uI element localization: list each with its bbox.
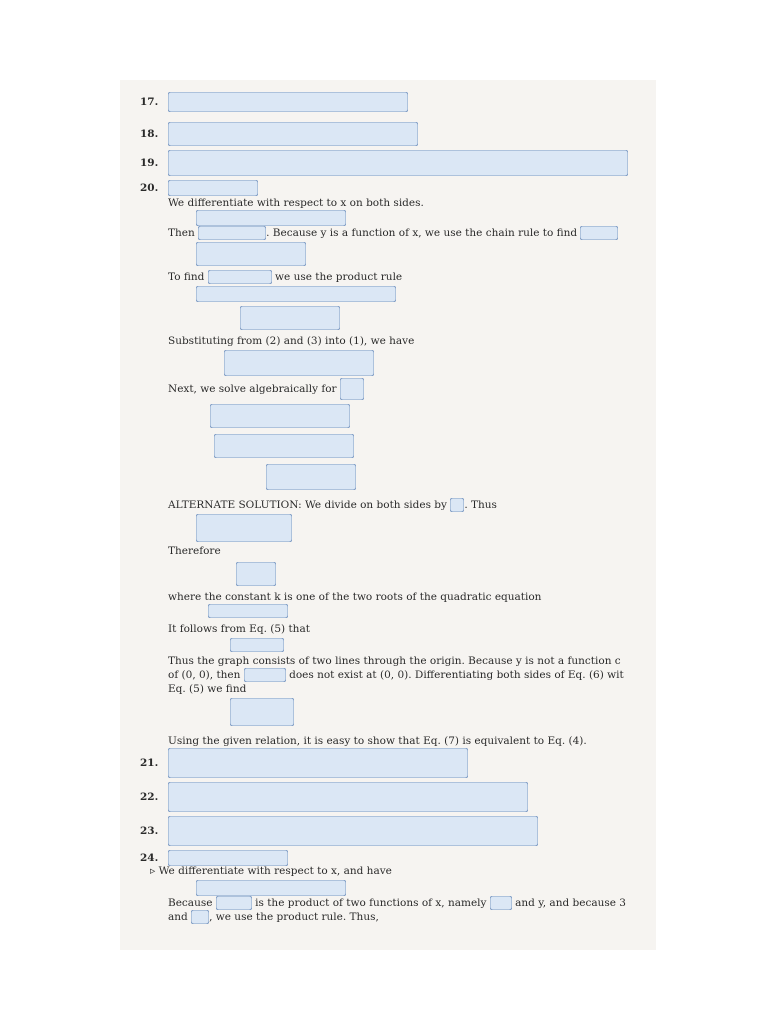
problem-number: 22. xyxy=(140,791,159,803)
equation xyxy=(168,180,258,196)
problem-number: 20. xyxy=(140,182,159,194)
equation xyxy=(168,782,528,812)
equation xyxy=(196,286,396,302)
equation xyxy=(168,122,418,146)
problem-number: 19. xyxy=(140,157,159,169)
equation xyxy=(240,306,340,330)
text-line: where the constant k is one of the two roots of the quadratic equation xyxy=(168,591,542,603)
equation xyxy=(196,242,306,266)
text-line: Substituting from (2) and (3) into (1), we have xyxy=(168,335,415,347)
text-line: and , we use the product rule. Thus, xyxy=(168,911,379,923)
problem-number: 21. xyxy=(140,757,159,769)
problem-number: 17. xyxy=(140,96,159,108)
equation xyxy=(266,464,356,490)
problem-18 xyxy=(140,122,418,146)
problem-20 xyxy=(140,180,258,196)
equation xyxy=(214,434,354,458)
text-line: ALTERNATE SOLUTION: We divide on both sides by . Thus xyxy=(168,499,497,511)
equation xyxy=(196,514,292,542)
equation xyxy=(196,880,346,896)
problem-number: 23. xyxy=(140,825,159,837)
text-line: Eq. (5) we find xyxy=(168,683,247,695)
text-line: ▹ We differentiate with respect to x, and have xyxy=(150,865,392,877)
text-line: It follows from Eq. (5) that xyxy=(168,623,310,635)
equation xyxy=(230,638,284,652)
problem-number: 24. xyxy=(140,852,159,864)
text-line: Therefore xyxy=(168,545,221,557)
problem-21 xyxy=(140,748,468,778)
text-line: of (0, 0), then does not exist at (0, 0). Differentiating both sides of Eq. (6) wit xyxy=(168,669,624,681)
equation xyxy=(168,150,628,176)
problem-number: 18. xyxy=(140,128,159,140)
text-line: Because is the product of two functions of x, namely and y, and because 3 xyxy=(168,897,626,909)
text-line: Using the given relation, it is easy to show that Eq. (7) is equivalent to Eq. (4). xyxy=(168,735,587,747)
text-line: We differentiate with respect to x on both sides. xyxy=(168,197,424,209)
problem-17 xyxy=(140,92,408,112)
equation xyxy=(168,748,468,778)
equation xyxy=(196,210,346,226)
equation xyxy=(168,92,408,112)
problem-23 xyxy=(140,816,538,846)
equation xyxy=(168,816,538,846)
problem-22 xyxy=(140,782,528,812)
text-line: Next, we solve algebraically for xyxy=(168,378,364,400)
arrow-icon: ▹ xyxy=(150,865,156,877)
text-line: To find we use the product rule xyxy=(168,271,403,283)
equation xyxy=(208,604,288,618)
equation xyxy=(224,350,374,376)
equation xyxy=(230,698,294,726)
text-line: Thus the graph consists of two lines through the origin. Because y is not a function c xyxy=(168,655,621,667)
text-line: Then . Because y is a function of x, we use the chain rule to find xyxy=(168,226,618,240)
problem-19 xyxy=(140,150,628,176)
equation xyxy=(236,562,276,586)
equation xyxy=(210,404,350,428)
